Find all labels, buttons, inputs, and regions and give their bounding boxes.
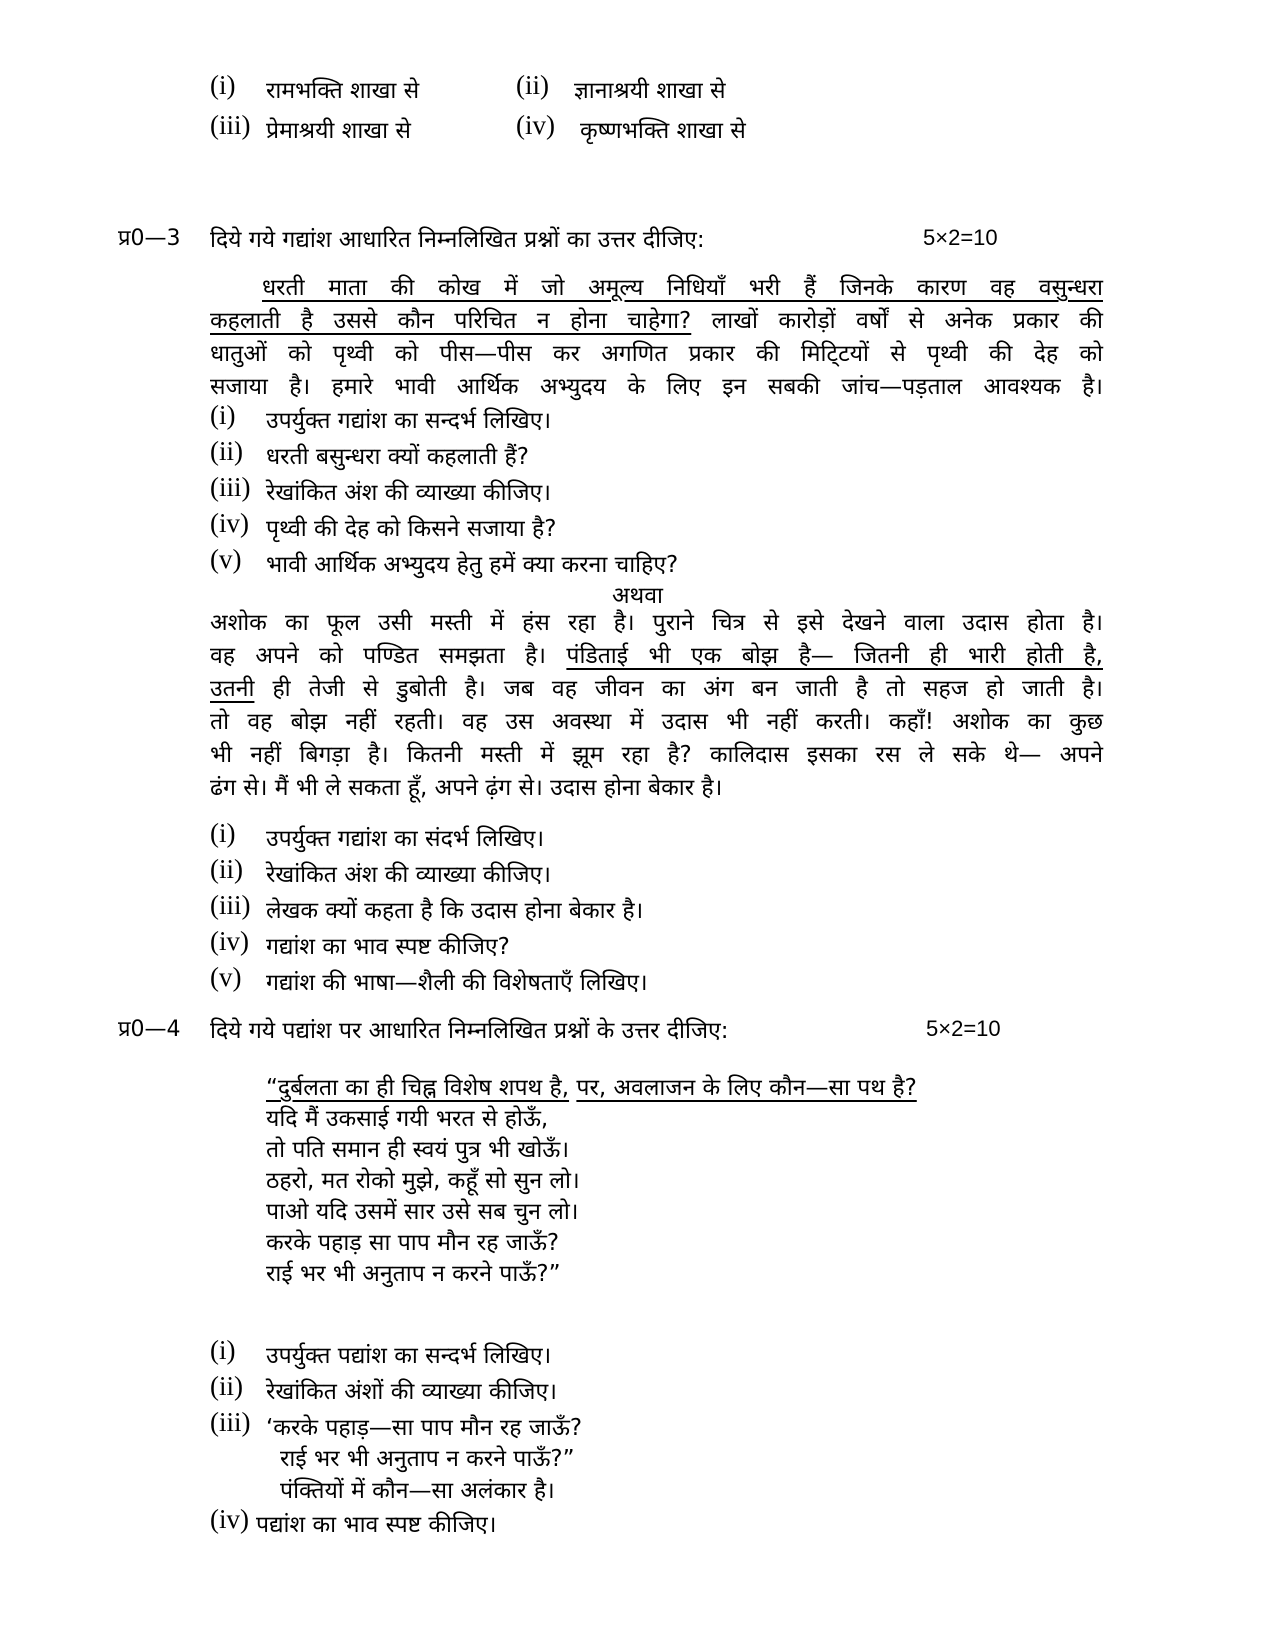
options-row-1 xyxy=(210,70,810,106)
passage-line xyxy=(210,272,1103,305)
underlined-text: कहलाती है उससे कौन परिचित न होना चाहेगा? xyxy=(210,308,692,334)
poem-line-underlined: “दुर्बलता का ही चिह्न विशेष शपथ है, xyxy=(266,1075,570,1101)
sub-question: (iii) रेखांकित अंश की व्याख्या कीजिए। xyxy=(210,472,551,506)
option-number: (i) xyxy=(210,70,236,100)
poem-line: राई भर भी अनुताप न करने पाऊँ?” xyxy=(266,1261,561,1287)
passage-line: तो वह बोझ नहीं रहती। वह उस अवस्था में उदास भी नहीं करती। कहाँ! अशोक का कुछ xyxy=(210,709,1103,735)
question-3-header xyxy=(118,222,1118,258)
sub-question: (i) उपर्युक्त गद्यांश का सन्दर्भ लिखिए। xyxy=(210,400,552,434)
option-number: (iii) xyxy=(210,110,251,140)
poem-line: करके पहाड़ सा पाप मौन रह जाऊँ? xyxy=(266,1230,560,1256)
option-text: ज्ञानाश्रयी शाखा से xyxy=(574,78,726,104)
question-text: दिये गये गद्यांश आधारित निम्नलिखित प्रश्नों का उत्तर दीजिए: xyxy=(210,227,705,253)
sub-question: (iv) गद्यांश का भाव स्पष्ट कीजिए? xyxy=(210,926,510,960)
sub-question: (iv) पद्यांश का भाव स्पष्ट कीजिए। xyxy=(210,1504,497,1538)
sub-question: (ii) धरती बसुन्धरा क्यों कहलाती हैं? xyxy=(210,436,529,470)
sub-question: (ii) रेखांकित अंश की व्याख्या कीजिए। xyxy=(210,854,551,888)
sub-question: (iii) लेखक क्यों कहता है कि उदास होना बेकार है। xyxy=(210,890,644,924)
poem-line-underlined: पर, अवलाजन के लिए कौन—सा पथ है? xyxy=(576,1075,917,1101)
options-row-2 xyxy=(210,110,810,146)
passage-line: सजाया है। हमारे भावी आर्थिक अभ्युदय के लिए इन सबकी जांच—पड़ताल आवश्यक है। xyxy=(210,374,1103,400)
sub-question: (iii) ‘करके पहाड़—सा पाप मौन रह जाऊँ? राई भर भी अनुताप न करने पाऊँ?” पंक्तियों में कौन—सा अलंकार है। xyxy=(210,1407,583,1504)
sub-question: (v) भावी आर्थिक अभ्युदय हेतु हमें क्या करना चाहिए? xyxy=(210,544,679,578)
passage-line: अशोक का फूल उसी मस्ती में हंस रहा है। पुराने चित्र से इसे देखने वाला उदास होता है। xyxy=(210,610,1103,636)
marks-label: 5×2=10 xyxy=(926,1016,1001,1041)
prose-passage-2 xyxy=(210,607,1103,805)
passage-line: ढंग से। मैं भी ले सकता हूँ, अपने ढ़ंग से। उदास होना बेकार है। xyxy=(210,775,723,801)
sub-question: (v) गद्यांश की भाषा—शैली की विशेषताएँ लिखिए। xyxy=(210,962,648,996)
poem-line: पाओ यदि उसमें सार उसे सब चुन लो। xyxy=(266,1199,579,1225)
question-number: प्र0—4 xyxy=(118,1017,181,1042)
option-number: (iv) xyxy=(516,110,555,140)
passage-line: कहलाती है उससे कौन परिचित न होना चाहेगा? लाखों कारोड़ों वर्षों से अनेक प्रकार की xyxy=(210,308,1103,334)
sub-question: (i) उपर्युक्त पद्यांश का सन्दर्भ लिखिए। xyxy=(210,1335,552,1369)
option-number: (ii) xyxy=(516,70,549,100)
or-label: अथवा xyxy=(611,583,663,609)
underlined-text: उतनी xyxy=(210,676,255,702)
underlined-text: धरती माता की कोख में जो अमूल्य निधियाँ भरी हैं जिनके कारण वह वसुन्धरा xyxy=(262,275,1103,301)
sub-question: (iv) पृथ्वी की देह को किसने सजाया है? xyxy=(210,508,557,542)
sub-question: (ii) रेखांकित अंशों की व्याख्या कीजिए। xyxy=(210,1371,557,1405)
passage-line: भी नहीं बिगड़ा है। कितनी मस्ती में झूम रहा है? कालिदास इसका रस ले सके थे— अपने xyxy=(210,742,1103,768)
poem-line: यदि मैं उकसाई गयी भरत से होऊँ, xyxy=(266,1106,549,1132)
poem-line: तो पति समान ही स्वयं पुत्र भी खोऊँ। xyxy=(266,1137,570,1163)
passage-line: धातुओं को पृथ्वी को पीस—पीस कर अगणित प्रकार की मिटि्टयों से पृथ्वी की देह को xyxy=(210,341,1103,367)
poem-line: ठहरो, मत रोको मुझे, कहूँ सो सुन लो। xyxy=(266,1168,580,1194)
question-4-header xyxy=(118,1013,1118,1049)
question-number: प्र0—3 xyxy=(118,226,181,251)
poem-stanza xyxy=(266,1073,917,1290)
option-text: प्रेमाश्रयी शाखा से xyxy=(266,118,411,144)
marks-label: 5×2=10 xyxy=(923,225,998,250)
passage-line: वह अपने को पण्डित समझता है। पंडिताई भी एक बोझ है— जितनी ही भारी होती है, xyxy=(210,643,1103,669)
option-text: कृष्णभक्ति शाखा से xyxy=(580,118,746,144)
option-text: रामभक्ति शाखा से xyxy=(266,78,420,104)
passage-line: उतनी ही तेजी से डुबोती है। जब वह जीवन का अंग बन जाती है तो सहज हो जाती है। xyxy=(210,676,1103,702)
sub-question: (i) उपर्युक्त गद्यांश का संदर्भ लिखिए। xyxy=(210,818,545,852)
underlined-text: पंडिताई भी एक बोझ है— जितनी ही भारी होती है, xyxy=(566,643,1103,669)
prose-passage-1 xyxy=(210,272,1103,404)
question-text: दिये गये पद्यांश पर आधारित निम्नलिखित प्रश्नों के उत्तर दीजिए: xyxy=(210,1018,729,1044)
